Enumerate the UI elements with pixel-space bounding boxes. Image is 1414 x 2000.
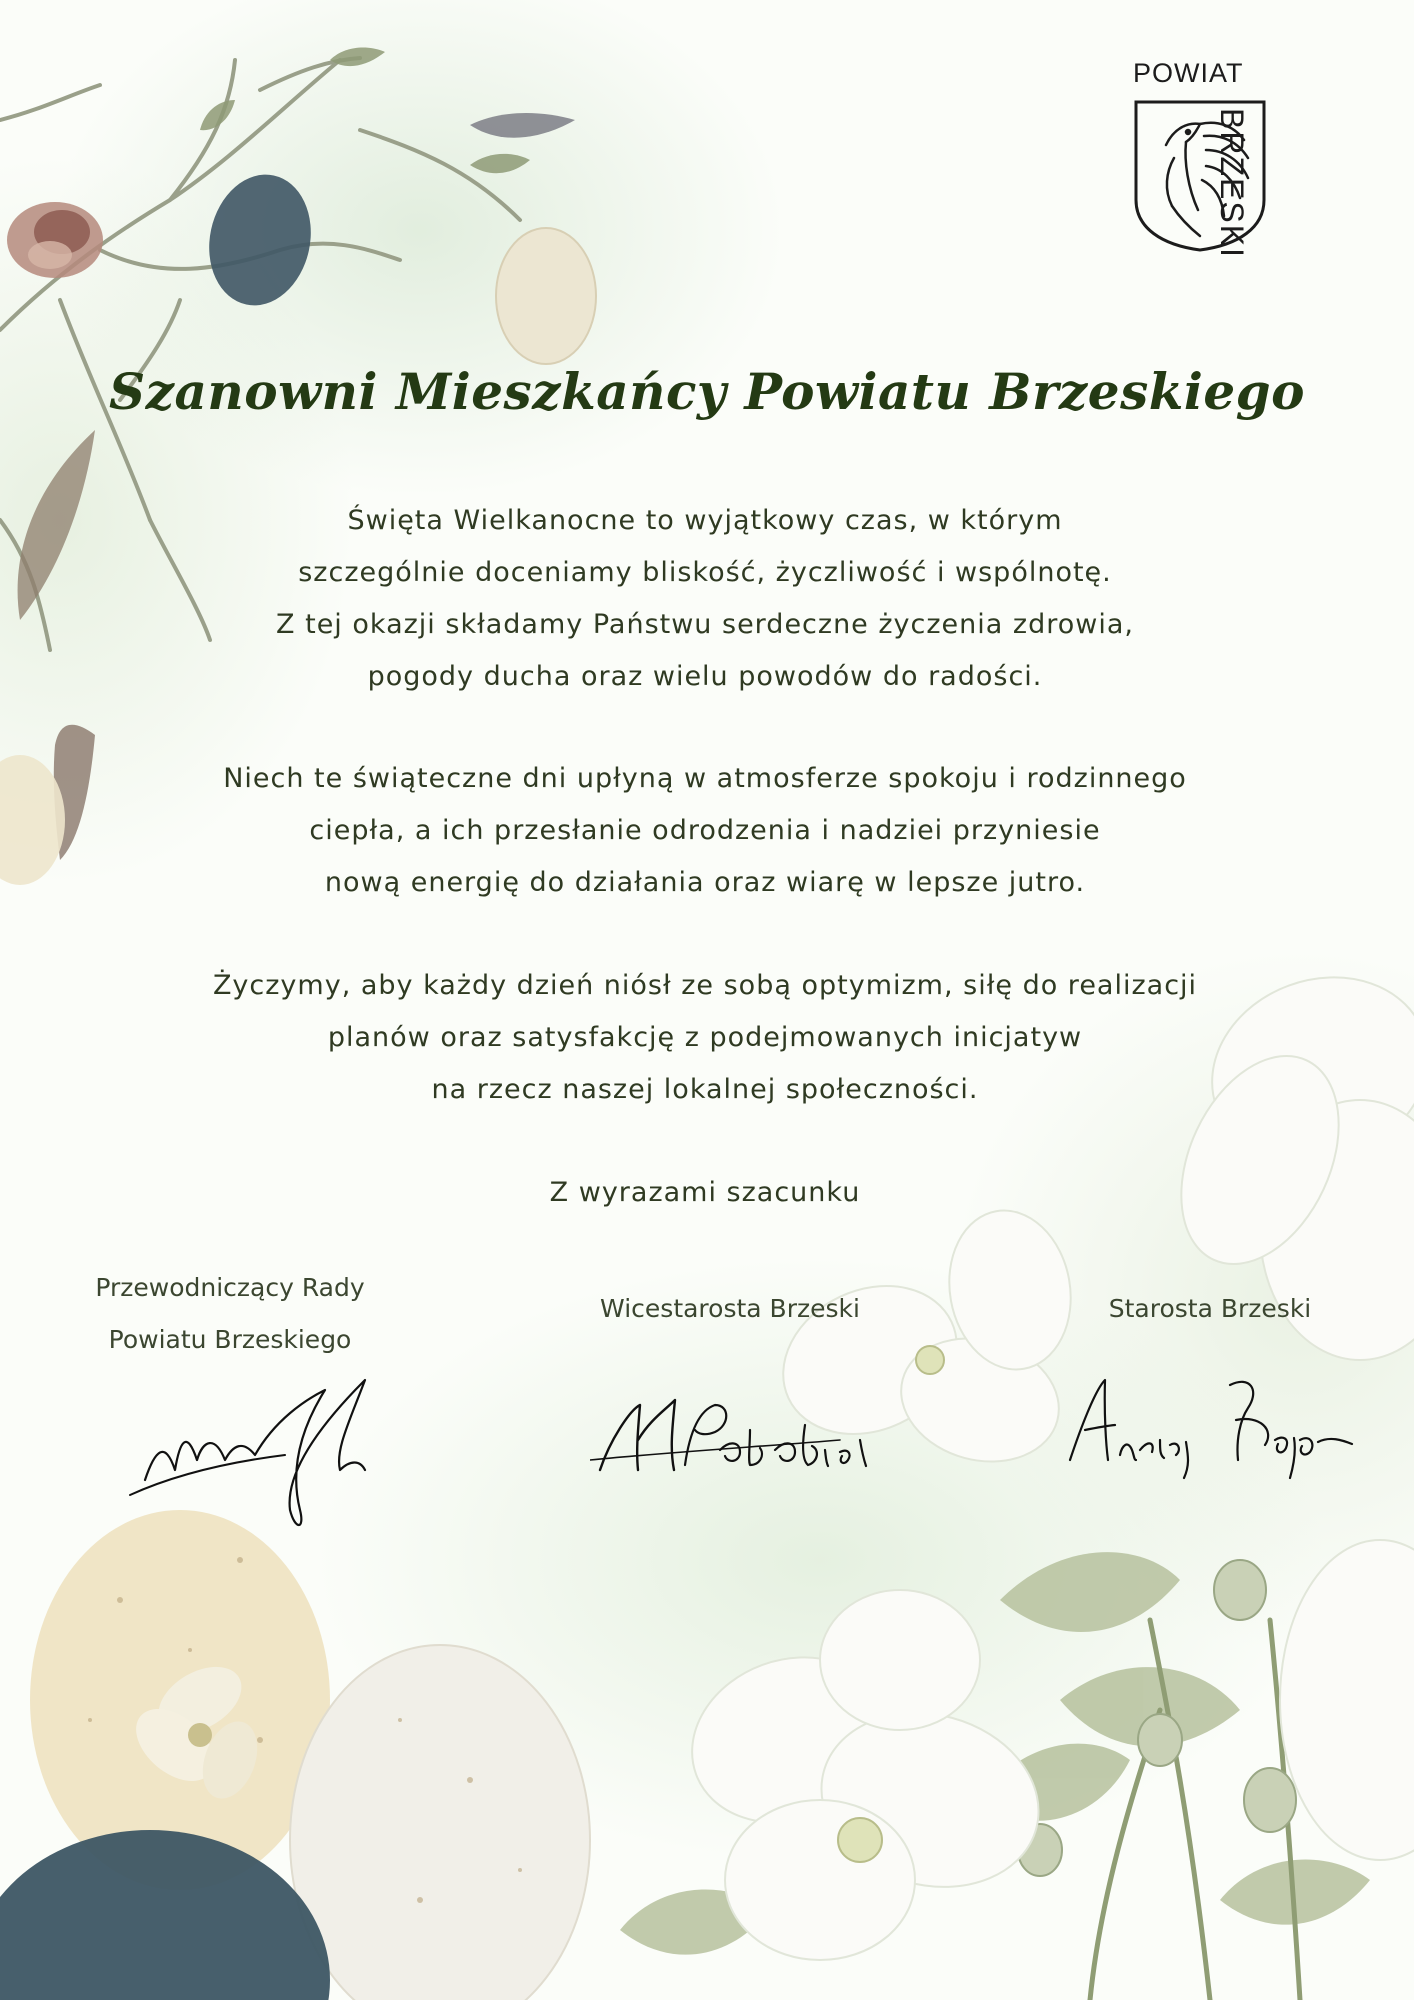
- paragraph-line: Święta Wielkanocne to wyjątkowy czas, w którym: [347, 505, 1063, 536]
- paragraph-line: Z tej okazji składamy Państwu serdeczne życzenia zdrowia,: [276, 609, 1134, 640]
- white-egg: [290, 1645, 590, 2000]
- rose-bud: [7, 202, 103, 278]
- paragraph-1: [75, 495, 1335, 703]
- paragraph-2: [75, 753, 1335, 909]
- signature-starosta: [1060, 1360, 1360, 1490]
- signature-chair: [125, 1360, 405, 1540]
- paragraph-line: pogody ducha oraz wielu powodów do radości.: [367, 661, 1043, 692]
- closing-line: Z wyrazami szacunku: [549, 1177, 861, 1208]
- paragraph-line: Niech te świąteczne dni upłyną w atmosferze spokoju i rodzinnego: [223, 763, 1187, 794]
- signatory-deputy-title: [560, 1283, 900, 1335]
- greeting-title: Szanowni Mieszkańcy Powiatu Brzeskiego: [108, 362, 1305, 421]
- blue-egg: [197, 165, 322, 315]
- signatory-title-line: Powiatu Brzeskiego: [108, 1325, 352, 1354]
- leaf-shapes: [200, 47, 530, 173]
- paragraph-line: na rzecz naszej lokalnej społeczności.: [431, 1074, 979, 1105]
- cream-egg-hanging: [496, 228, 596, 364]
- dark-blue-egg: [0, 1830, 330, 2000]
- signatory-title-line: Starosta Brzeski: [1108, 1294, 1312, 1323]
- paragraph-line: nową energię do działania oraz wiarę w lepsze jutro.: [324, 867, 1086, 898]
- signatory-chair-title: [60, 1262, 400, 1366]
- paragraph-line: Życzymy, aby każdy dzień niósł ze sobą optymizm, siłę do realizacji: [212, 970, 1198, 1001]
- logo-text-brzeski: BRZESKI: [1214, 108, 1250, 259]
- signatory-starosta-title: [1040, 1283, 1380, 1335]
- signature-deputy: [590, 1370, 890, 1490]
- logo-text-powiat: POWIAT: [1133, 58, 1244, 88]
- signatory-title-line: Przewodniczący Rady: [95, 1273, 365, 1302]
- paragraph-line: planów oraz satysfakcję z podejmowanych inicjatyw: [327, 1022, 1083, 1053]
- signatory-title-line: Wicestarosta Brzeski: [600, 1294, 860, 1323]
- paragraph-3: [75, 960, 1335, 1116]
- paragraph-line: szczególnie doceniamy bliskość, życzliwość i wspólnotę.: [298, 557, 1112, 588]
- paragraph-line: ciepła, a ich przesłanie odrodzenia i nadziei przyniesie: [309, 815, 1101, 846]
